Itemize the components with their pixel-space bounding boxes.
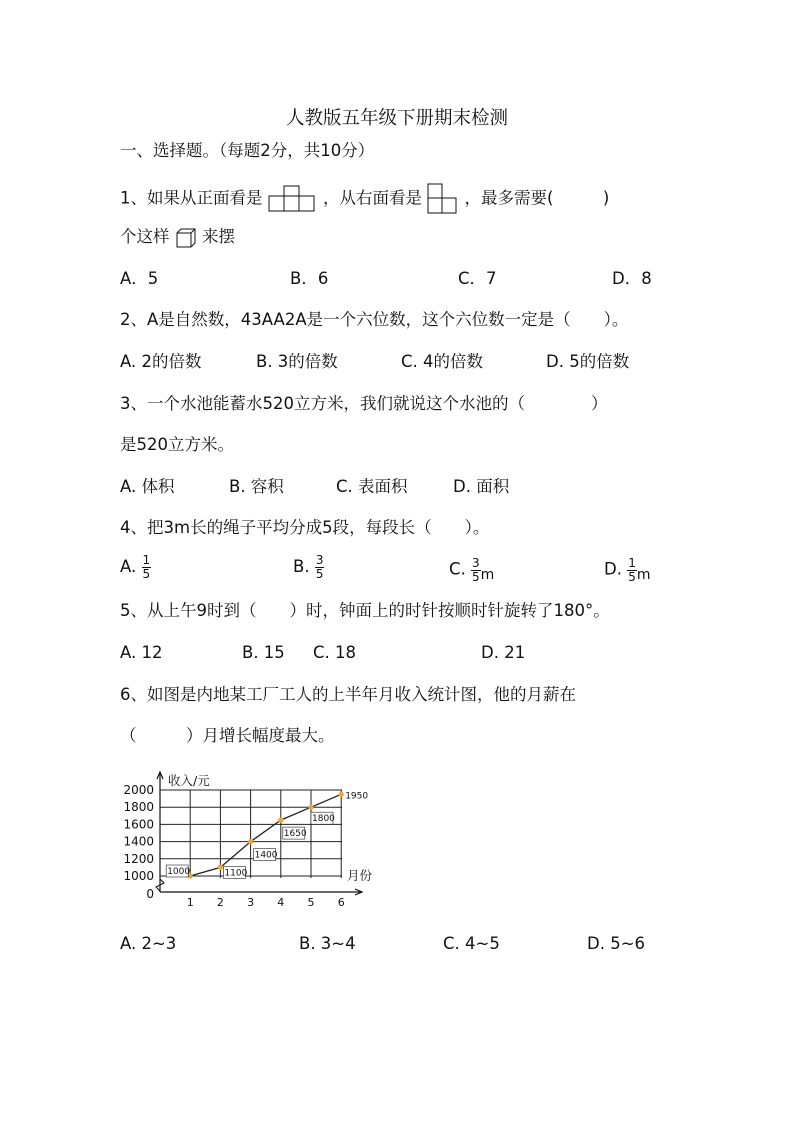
data-label: 1650 [283,829,307,840]
q1-text-c: ，最多需要( ) [464,188,610,208]
question-1 [120,183,609,215]
right-view-figure [427,183,459,215]
unit: m [480,567,495,583]
q1-line2-a: 个这样 [120,227,170,246]
question-2: 2、A是自然数，43AA2A是一个六位数，这个六位数一定是（ ）。 [120,310,629,329]
denominator: 5 [142,567,151,581]
y-tick-label: 1000 [123,869,154,883]
question-5: 5、从上午9时到（ ）时，钟面上的时针按顺时针旋转了180°。 [120,601,610,620]
denominator: 5 [472,569,480,584]
data-point [248,839,253,844]
income-line-chart [118,770,388,910]
data-point [278,818,283,823]
q3-option-b[interactable]: B. 容积 [229,477,284,496]
data-point [218,865,223,870]
x-tick-label: 2 [216,896,224,909]
data-point [308,805,313,810]
y-tick-label: 1800 [123,800,154,815]
q4-option-d-fraction [627,557,637,584]
q2-option-a[interactable]: A. 2的倍数 [120,352,202,371]
question-1-line-2 [120,226,235,249]
q1-line2-b: 来摆 [202,227,235,246]
q2-option-c[interactable]: C. 4的倍数 [401,352,484,371]
data-label: 1100 [224,868,248,879]
y-tick-label: 0 [146,887,154,901]
q3-option-c[interactable]: C. 表面积 [336,477,408,496]
q4-option-a-fraction [142,554,152,581]
q3-option-a[interactable]: A. 体积 [120,477,175,496]
question-4: 4、把3m长的绳子平均分成5段，每段长（ ）。 [120,518,490,537]
cube-icon [175,227,197,249]
y-tick-label: 1400 [123,834,154,849]
y-tick-label: 2000 [123,783,154,797]
q4-option-b-fraction [315,554,325,581]
question-3-line-2: 是520立方米。 [120,435,234,454]
q4-option-b-letter: B. [293,557,310,576]
x-tick-label: 6 [337,896,345,909]
q1-option-a[interactable]: A．5 [120,269,159,288]
numerator: 3 [315,553,324,567]
q4-option-c[interactable] [449,554,494,586]
q3-option-d[interactable]: D. 面积 [453,477,510,496]
denominator: 5 [315,567,324,581]
y-tick-label: 1200 [123,851,154,866]
q4-option-c-letter: C. [449,559,466,579]
data-label: 1400 [254,850,278,861]
x-tick-label: 4 [277,896,285,909]
q4-option-c-fraction [471,557,481,584]
q6-option-b[interactable]: B. 3~4 [299,934,356,953]
q2-option-b[interactable]: B. 3的倍数 [256,352,338,371]
y-tick-label: 1600 [123,817,154,832]
y-axis-title: 收入/元 [168,773,210,788]
q6-option-c[interactable]: C. 4~5 [443,934,500,953]
q4-option-a-letter: A. [120,557,137,576]
page-title: 人教版五年级下册期末检测 [285,108,508,129]
q5-option-b[interactable]: B. 15 [242,643,285,662]
q5-option-c[interactable]: C. 18 [313,643,357,662]
section-heading: 一、选择题。（每题2分，共10分） [120,141,375,160]
question-6: 6、如图是内地某工厂工人的上半年月收入统计图，他的月薪在 [120,685,576,704]
data-label: 1950 [345,791,369,802]
q5-option-a[interactable]: A. 12 [120,643,163,662]
data-label: 1000 [167,867,191,877]
q6-option-d[interactable]: D. 5~6 [587,934,646,953]
data-point [339,792,344,797]
q6-option-a[interactable]: A. 2~3 [120,934,177,953]
series-line [190,794,341,879]
front-view-figure [268,185,318,213]
q4-option-b[interactable] [293,554,324,581]
q5-option-d[interactable]: D. 21 [481,643,526,662]
q1-option-c[interactable]: C．7 [458,269,497,288]
denominator: 5 [628,569,636,584]
data-label: 1800 [312,814,335,825]
unit: m [636,567,651,583]
q4-option-d-letter: D. [604,559,622,579]
q1-text-b: ，从右面看是 [323,188,422,208]
numerator: 1 [142,553,151,567]
x-tick-label: 1 [186,896,194,909]
q4-option-a[interactable] [120,554,151,581]
x-tick-label: 5 [307,896,315,909]
numerator: 1 [628,555,636,570]
q2-option-d[interactable]: D. 5的倍数 [546,352,630,371]
question-3: 3、一个水池能蓄水520立方米，我们就说这个水池的（ ） [120,394,608,413]
q1-option-b[interactable]: B．6 [290,269,329,288]
q1-text-a: 1、如果从正面看是 [120,188,263,208]
numerator: 3 [472,555,480,570]
x-axis-title: 月份 [347,868,373,883]
x-tick-label: 3 [247,896,255,909]
question-6-line-2: （ ）月增长幅度最大。 [120,726,335,745]
q1-option-d[interactable]: D．8 [612,269,652,288]
q4-option-d[interactable] [604,554,650,586]
